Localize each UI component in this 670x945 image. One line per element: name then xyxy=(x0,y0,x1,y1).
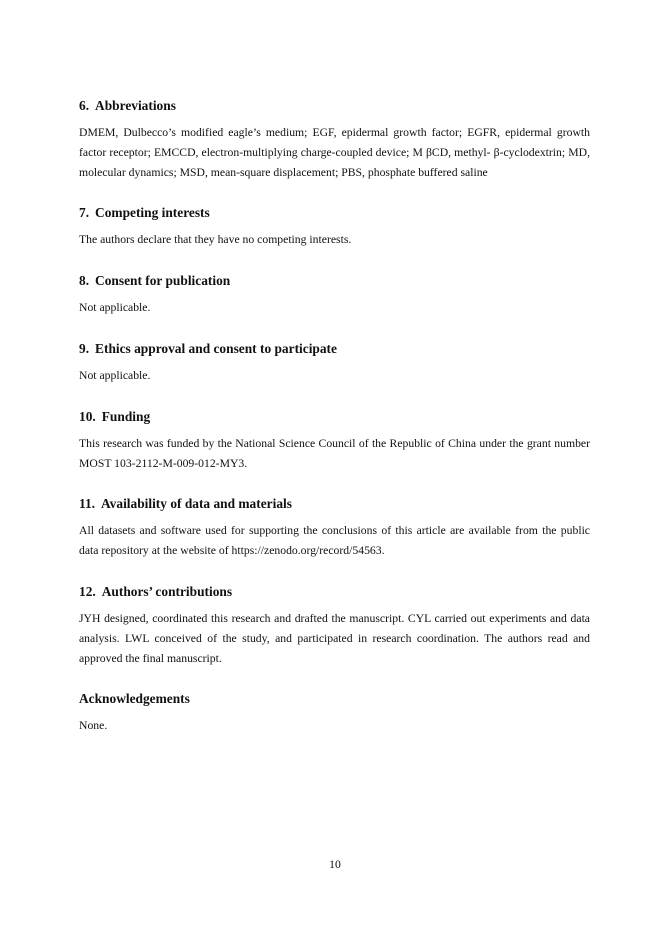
section-heading xyxy=(79,408,590,426)
section-heading xyxy=(79,690,590,708)
section-abbreviations xyxy=(79,97,590,182)
section-title: Competing interests xyxy=(95,205,210,221)
section-title: Consent for publication xyxy=(95,273,231,289)
section-title: Acknowledgements xyxy=(79,691,190,707)
section-heading xyxy=(79,583,590,601)
section-title: Availability of data and materials xyxy=(101,496,292,512)
section-body: Not applicable. xyxy=(79,368,151,382)
section-number: 12. xyxy=(79,583,96,599)
section-competing-interests xyxy=(79,204,590,250)
section-title: Funding xyxy=(101,408,151,424)
section-body: DMEM, Dulbecco’s modified eagle’s medium; EGF, epidermal growth factor; EGFR, epidermal growth factor receptor; EMCCD, electron-multiplying charge-coupled device; M βCD, methyl- β-cyclodextrin; MD, molecular dynamics; MSD, mean-square displacement; PBS, phosphate buffered saline xyxy=(79,126,590,179)
page-content xyxy=(79,97,590,758)
section-funding xyxy=(79,408,590,474)
section-heading xyxy=(79,495,590,513)
section-acknowledgements xyxy=(79,690,590,736)
section-body: The authors declare that they have no competing interests. xyxy=(79,233,352,247)
page-number: 10 xyxy=(329,858,341,871)
section-number: 10. xyxy=(79,408,96,424)
section-title: Authors’ contributions xyxy=(101,583,233,599)
section-title: Ethics approval and consent to participate xyxy=(95,340,337,356)
section-number: 6. xyxy=(79,98,90,113)
section-number: 7. xyxy=(79,205,90,221)
section-body: None. xyxy=(79,719,108,733)
section-number: 9. xyxy=(79,340,90,356)
section-number: 11. xyxy=(79,496,95,512)
section-body: All datasets and software used for supporting the conclusions of this article are available from the public data repository at the website of https://zenodo.org/record/54563. xyxy=(79,524,590,558)
section-body: JYH designed, coordinated this research and drafted the manuscript. CYL carried out experiments and data analysis. LWL conceived of the study, and participated in research coordination. The authors read and approved the final manuscript. xyxy=(79,611,590,665)
section-title: Abbreviations xyxy=(95,98,176,113)
section-availability-of-data xyxy=(79,495,590,561)
section-heading xyxy=(79,272,590,290)
section-heading xyxy=(79,97,590,115)
section-consent-for-publication xyxy=(79,272,590,318)
section-body: Not applicable. xyxy=(79,301,151,315)
section-authors-contributions xyxy=(79,583,590,668)
section-number: 8. xyxy=(79,273,90,289)
section-heading xyxy=(79,204,590,222)
section-ethics-approval xyxy=(79,340,590,386)
section-body: This research was funded by the National Science Council of the Republic of China under the grant number MOST 103-2112-M-009-012-MY3. xyxy=(79,436,590,470)
section-heading xyxy=(79,340,590,358)
